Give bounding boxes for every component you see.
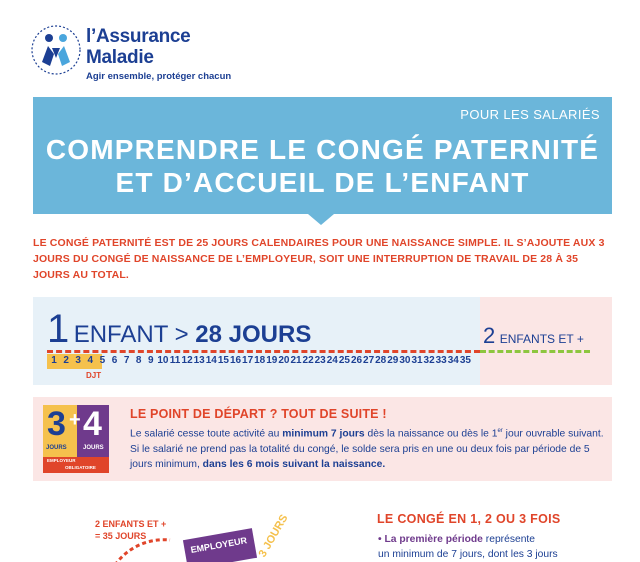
day-21: 21: [290, 355, 302, 366]
day-26: 26: [350, 355, 363, 366]
bullet-icon: •: [378, 534, 382, 545]
one-child-label: ENFANT >: [73, 321, 196, 348]
logo-line2: Maladie: [86, 47, 154, 68]
one-child-number: 1: [47, 307, 70, 351]
day-34: 34: [447, 355, 459, 366]
day-18: 18: [254, 355, 266, 366]
page-title-line1: COMPRENDRE LE CONGÉ PATERNITÉ: [45, 134, 600, 165]
two-children-label: ENFANTS ET +: [499, 332, 584, 346]
day-35: 35: [459, 355, 471, 366]
day-14: 14: [205, 355, 217, 366]
day-33: 33: [435, 355, 447, 366]
day-6: 6: [111, 355, 118, 366]
day-7: 7: [123, 355, 130, 366]
header-notch: [308, 214, 334, 225]
day-17: 17: [242, 355, 254, 366]
day-9: 9: [148, 355, 154, 366]
two-children-number: 2: [483, 323, 496, 348]
start-p3-bold: dans les 6 mois suivant la naissance.: [202, 459, 386, 471]
three-plus-four-badge: [43, 405, 109, 473]
badge-plus: +: [69, 409, 81, 431]
day-11: 11: [169, 355, 181, 366]
two-children-heading: [483, 323, 584, 349]
circle-chart-arc: [110, 535, 190, 562]
first-period-text: représente: [482, 534, 536, 545]
day-3: 3: [75, 355, 81, 366]
day-27: 27: [363, 355, 375, 366]
day-25: 25: [338, 355, 350, 366]
day-22: 22: [302, 355, 314, 366]
conge-body: [378, 532, 603, 562]
employer-tag: EMPLOYEUR: [183, 528, 257, 562]
page-title-line2: ET D’ACCUEIL DE L’ENFANT: [115, 167, 530, 198]
day-24: 24: [326, 355, 338, 366]
first-period-highlight: La première période: [384, 534, 483, 545]
logo-line1: l’Assurance: [86, 26, 191, 47]
badge-obligation: OBLIGATOIRE: [65, 465, 96, 470]
day-28: 28: [375, 355, 387, 366]
day-23: 23: [314, 355, 326, 366]
djt-label: DJT: [86, 371, 102, 380]
day-29: 29: [387, 355, 399, 366]
day-1: 1: [51, 355, 57, 366]
day-10: 10: [157, 355, 169, 366]
day-31: 31: [411, 355, 423, 366]
conge-line1: [378, 532, 603, 547]
start-p1: Le salarié cesse toute activité au: [130, 428, 283, 440]
timeline-dash-green: [480, 350, 590, 353]
assurance-maladie-logo-icon: [30, 24, 82, 76]
jours-tag: 3 JOURS: [256, 512, 291, 560]
badge-three: 3: [47, 405, 66, 443]
day-2: 2: [63, 355, 69, 366]
timeline-dash-red: [47, 350, 480, 353]
header-eyebrow: POUR LES SALARIÉS: [460, 107, 600, 122]
day-19: 19: [266, 355, 278, 366]
day-16: 16: [229, 355, 242, 366]
start-p3: jour ouvrable suivant. Si le salarié ne prend pas la totalité du congé, le solde sera pris en une ou deux fois par période de 5 jours minimum,: [130, 428, 604, 471]
badge-jours-left: JOURS: [46, 445, 67, 451]
day-4: 4: [87, 355, 94, 366]
day-12: 12: [181, 355, 193, 366]
badge-jours-right: JOURS: [83, 445, 104, 451]
badge-employer: EMPLOYEUR: [47, 458, 76, 463]
start-p2-sup: er: [497, 428, 503, 434]
logo-tagline: Agir ensemble, protéger chacun: [86, 71, 232, 82]
start-title: LE POINT DE DÉPART ? TOUT DE SUITE !: [130, 407, 387, 421]
two-children-total-line2: = 35 JOURS: [95, 531, 147, 541]
header-band: [33, 97, 612, 214]
day-32: 32: [423, 355, 435, 366]
logo: [30, 22, 232, 82]
day-13: 13: [193, 355, 205, 366]
conge-line2: un minimum de 7 jours, dont les 3 jours: [378, 549, 558, 560]
start-body: [130, 424, 604, 473]
day-20: 20: [278, 355, 290, 366]
day-15: 15: [217, 355, 229, 366]
day-5: 5: [99, 355, 106, 366]
day-8: 8: [135, 355, 142, 366]
start-card: [33, 397, 612, 481]
one-child-heading: [47, 309, 311, 349]
conge-title: LE CONGÉ EN 1, 2 OU 3 FOIS: [377, 512, 561, 526]
one-child-days: 28 JOURS: [195, 321, 312, 348]
start-p1-bold: minimum 7 jours: [282, 428, 365, 440]
timeline-panel: [33, 297, 612, 385]
start-p2: dès la naissance ou dès le 1: [364, 428, 498, 440]
badge-four: 4: [83, 405, 102, 443]
intro-text: LE CONGÉ PATERNITÉ EST DE 25 JOURS CALENDAIRES POUR UNE NAISSANCE SIMPLE. IL S’AJOUTE AUX 3 JOURS DU CONGÉ DE NAISSANCE DE L’EMPLOYEUR, SOIT UNE INTERRUPTION DE TRAVAIL DE 28 À 35 JOURS AU TOTAL.: [33, 237, 605, 281]
two-children-total-line1: 2 ENFANTS ET +: [95, 519, 167, 529]
page-title: [33, 133, 612, 199]
day-30: 30: [399, 355, 411, 366]
